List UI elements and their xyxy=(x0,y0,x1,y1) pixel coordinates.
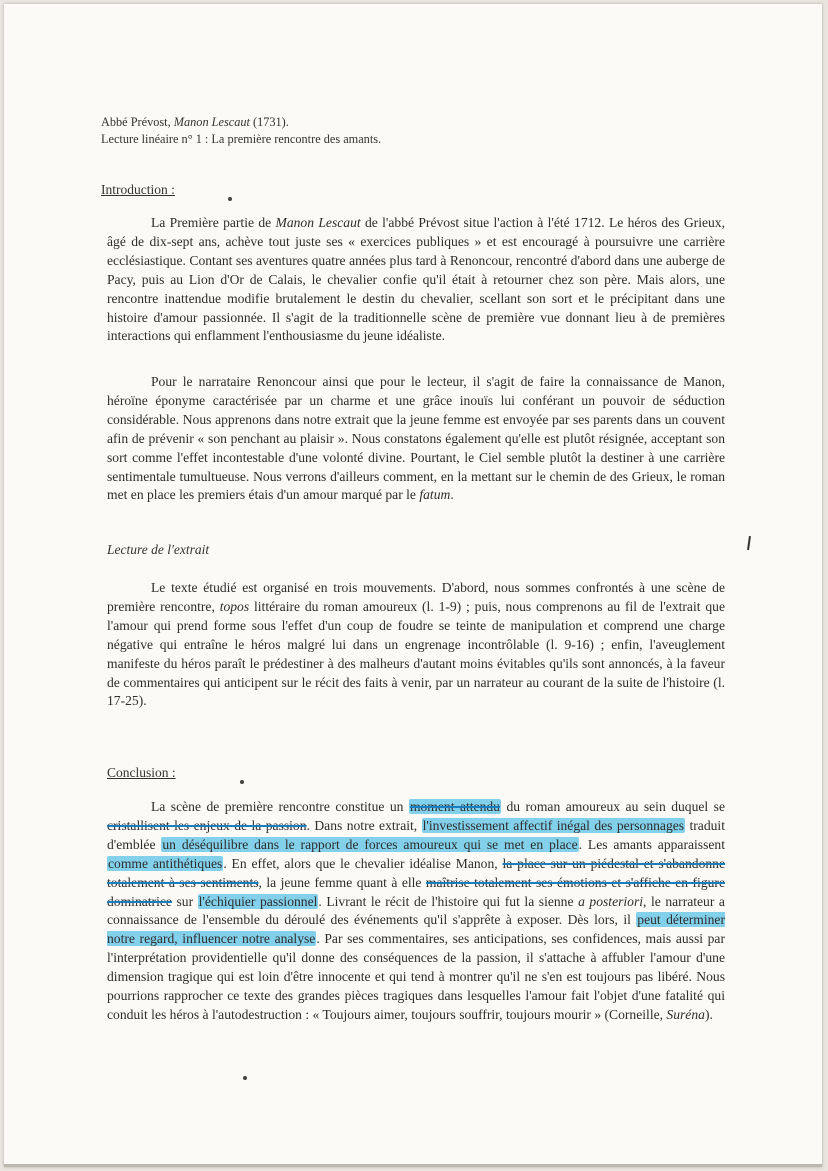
document-header xyxy=(101,114,381,148)
highlight: un déséquilibre dans le rapport de forces amoureux qui se met en place xyxy=(162,836,578,852)
ink-dot xyxy=(228,197,232,201)
header-subtitle: Lecture linéaire n° 1 : La première rencontre des amants. xyxy=(101,132,382,146)
ink-dot xyxy=(243,1076,247,1080)
highlight: comme antithétiques xyxy=(108,855,223,871)
highlight: moment attendu xyxy=(409,799,500,814)
document-page xyxy=(4,4,822,1167)
underline-mark: cristallisent les enjeux de la passion xyxy=(107,817,307,833)
highlight: l'échiquier passionnel xyxy=(198,893,318,909)
conclusion-heading: Conclusion : xyxy=(107,765,176,780)
ink-dot xyxy=(240,780,244,784)
highlight: l'investissement affectif inégal des personnages xyxy=(422,817,685,833)
introduction-paragraph-2: Pour le narrataire Renoncour ainsi que pour le lecteur, il s'agit de faire la connaissance de Manon, héroïne éponyme caractérisée par un charme et une grâce inouïs lui conférant un pouvoir de séduction considérable. Nous apprenons dans notre extrait que la jeune femme est envoyée par ses parents dans un couvent afin de prévenir « son penchant au plaisir ». Nous constatons également qu'elle est plutôt résignée, acceptant son sort comme l'effet incontestable d'une volonté divine. Pourtant, le Ciel semble plutôt la destiner à une carrière sentimentale tumultueuse. Nous verrons d'ailleurs comment, en la mettant sur le chemin de des Grieux, le roman met en place les premiers étais d'un amour marqué par le fatum. xyxy=(107,374,725,503)
underline-mark: la place sur un piédestal et s'abandonne totalement à ses sentiments xyxy=(107,855,725,890)
introduction-heading: Introduction : xyxy=(101,182,175,197)
lecture-heading: Lecture de l'extrait xyxy=(107,542,210,557)
header-line-1: Abbé Prévost, Manon Lescaut (1731). xyxy=(101,115,289,129)
underline-mark: maîtrise totalement ses émotions et s'affiche en figure dominatrice xyxy=(107,874,725,909)
work-title: Manon Lescaut xyxy=(173,115,250,129)
lecture-paragraph: Le texte étudié est organisé en trois mouvements. D'abord, nous sommes confrontés à une scène de première rencontre, topos littéraire du roman amoureux (l. 1-9) ; puis, nous comprenons au fil de l'extrait que l'amour qui prend forme sous l'effet d'un coup de foudre se teinte de manipulation et comprend une charge négative qui entraîne le héros malgré lui dans un engrenage incontrôlable (l. 9-16) ; enfin, l'aveuglement manifeste du héros paraît le prédestiner à des malheurs d'autant moins évitables qu'ils sont annoncés, à la faveur de commentaires qui anticipent sur le récit des faits à venir, par un narrateur au courant de la suite de l'histoire (l. 17-25). xyxy=(107,580,725,709)
pen-mark xyxy=(747,536,751,550)
highlight: peut déterminer notre regard, influencer notre analyse xyxy=(107,912,725,947)
conclusion-paragraph: La scène de première rencontre constitue un moment attendu du roman amoureux au sein duquel se cristallisent les enjeux de la passion. Dans notre extrait, l'investissement affectif inégal des personnages traduit d'emblée un déséquilibre dans le rapport de forces amoureux qui se met en place. Les amants apparaissent comme antithétiques. En effet, alors que le chevalier idéalise Manon, la place sur un piédestal et s'abandonne totalement à ses sentiments, la jeune femme quant à elle maîtrise totalement ses émotions et s'affiche en figure dominatrice sur l'échiquier passionnel. Livrant le récit de l'histoire qui fut la sienne a posteriori, le narrateur a connaissance de l'ensemble du déroulé des événements qu'il s'apprête à exposer. Dès lors, il peut déterminer notre regard, influencer notre analyse. Par ses commentaires, ses anticipations, ses confidences, mais aussi par l'interprétation providentielle qu'il donne des conséquences de la passion, il s'attache à affubler l'amour d'une dimension tragique qui est loin d'être innocente et qui tend à montrer qu'il ne s'en est toujours pas libéré. Nous pourrions rapprocher ce texte des grandes pièces tragiques dans lesquelles l'amour fait l'objet d'une fatalité qui conduit les héros à l'autodestruction : « Toujours aimer, toujours souffrir, toujours mourir » (Corneille, Suréna). xyxy=(107,799,725,1022)
introduction-paragraph-1: La Première partie de Manon Lescaut de l'abbé Prévost situe l'action à l'été 1712. Le héros des Grieux, âgé de dix-sept ans, achève tout juste ses « exercices publiques » et est encouragé à poursuivre une carrière ecclésiastique. Contant ses aventures quatre années plus tard à Renoncour, rencontré d'abord dans une auberge de Pacy, puis au Lion d'Or de Calais, le chevalier confie qu'il était à retourner chez son père. Mais alors, une rencontre inattendue modifie brutalement le destin du chevalier, scellant son sort et le précipitant dans une histoire d'amour passionnée. Il s'agit de la traditionnelle scène de première vue donnant lieu à de premières interactions qui enflamment l'enthousiasme du jeune idéaliste. xyxy=(107,215,725,344)
